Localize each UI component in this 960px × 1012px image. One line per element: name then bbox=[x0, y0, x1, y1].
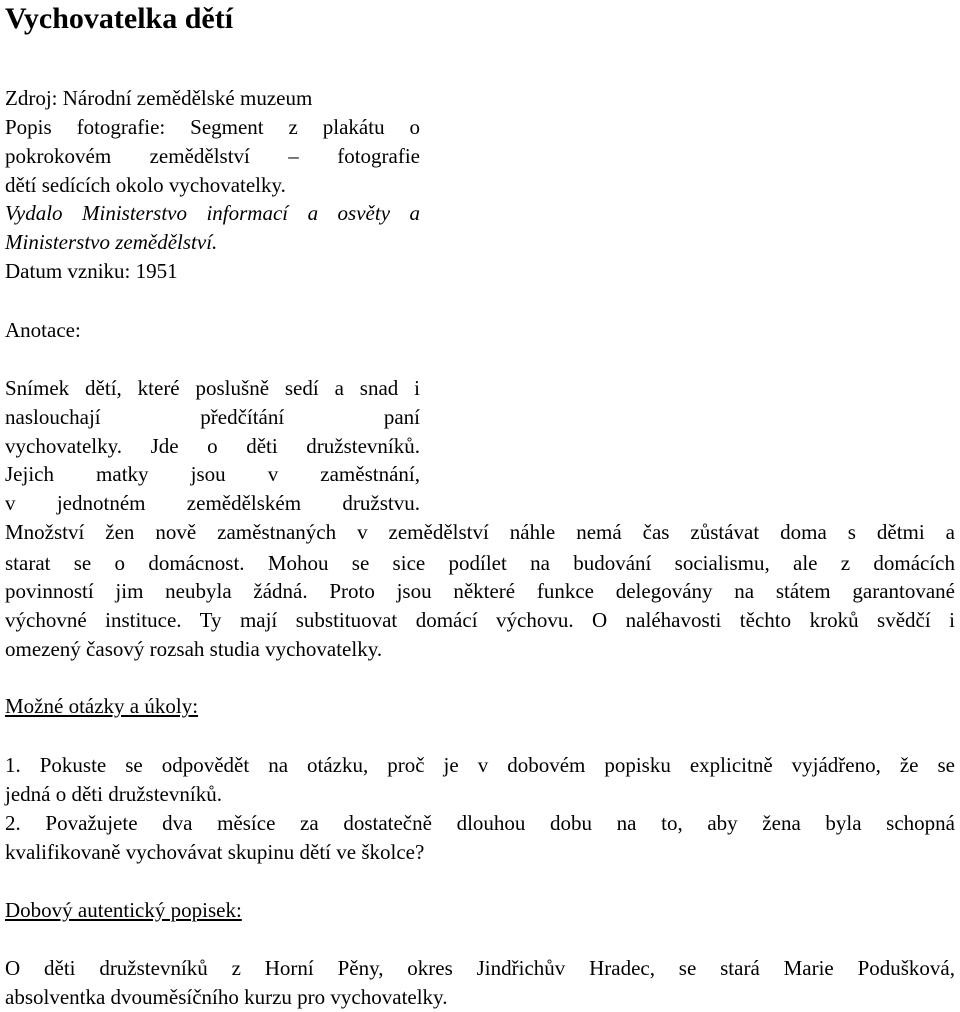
annotation-line: výchovné instituce. Ty mají substituovat domácí výchovu. O naléhavosti těchto kroků svědčí i bbox=[5, 608, 955, 632]
description-line: pokrokovém zemědělství – fotografie bbox=[5, 144, 420, 168]
annotation-line: starat se o domácnost. Mohou se sice podílet na budování socialismu, ale z domácích bbox=[5, 551, 955, 575]
question-line: 1. Pokuste se odpovědět na otázku, proč je v dobovém popisku explicitně vyjádřeno, že se bbox=[5, 753, 955, 777]
annotation-line: naslouchají předčítání paní bbox=[5, 405, 420, 429]
annotation-line: Množství žen nově zaměstnaných v zemědělství náhle nemá čas zůstávat doma s dětmi a bbox=[5, 520, 955, 544]
caption-line: O děti družstevníků z Horní Pěny, okres Jindřichův Hradec, se stará Marie Podušková, bbox=[5, 956, 955, 980]
description-line: dětí sedících okolo vychovatelky. bbox=[5, 173, 286, 197]
source-line: Zdroj: Národní zemědělské muzeum bbox=[5, 86, 313, 110]
annotation-line: v jednotném zemědělském družstvu. bbox=[5, 491, 420, 515]
annotation-line: Jejich matky jsou v zaměstnání, bbox=[5, 462, 420, 486]
publisher-line: Ministerstvo zemědělství. bbox=[5, 230, 218, 254]
questions-heading: Možné otázky a úkoly: bbox=[5, 694, 199, 718]
question-line: kvalifikovaně vychovávat skupinu dětí ve školce? bbox=[5, 840, 425, 864]
annotation-line: omezený časový rozsah studia vychovatelky. bbox=[5, 637, 383, 661]
question-line: 2. Považujete dva měsíce za dostatečně dlouhou dobu na to, aby žena byla schopná bbox=[5, 811, 955, 835]
description-line: Popis fotografie: Segment z plakátu o bbox=[5, 115, 420, 139]
date-line: Datum vzniku: 1951 bbox=[5, 259, 178, 283]
annotation-heading: Anotace: bbox=[5, 318, 81, 342]
page-title: Vychovatelka dětí bbox=[5, 2, 234, 35]
annotation-line: vychovatelky. Jde o děti družstevníků. bbox=[5, 434, 420, 458]
caption-line: absolventka dvouměsíčního kurzu pro vychovatelky. bbox=[5, 985, 448, 1009]
publisher-line: Vydalo Ministerstvo informací a osvěty a bbox=[5, 201, 420, 225]
annotation-line: Snímek dětí, které poslušně sedí a snad i bbox=[5, 376, 420, 400]
caption-heading: Dobový autentický popisek: bbox=[5, 898, 242, 922]
annotation-line: povinností jim neubyla žádná. Proto jsou některé funkce delegovány na státem garantované bbox=[5, 579, 955, 603]
question-line: jedná o děti družstevníků. bbox=[5, 782, 222, 806]
